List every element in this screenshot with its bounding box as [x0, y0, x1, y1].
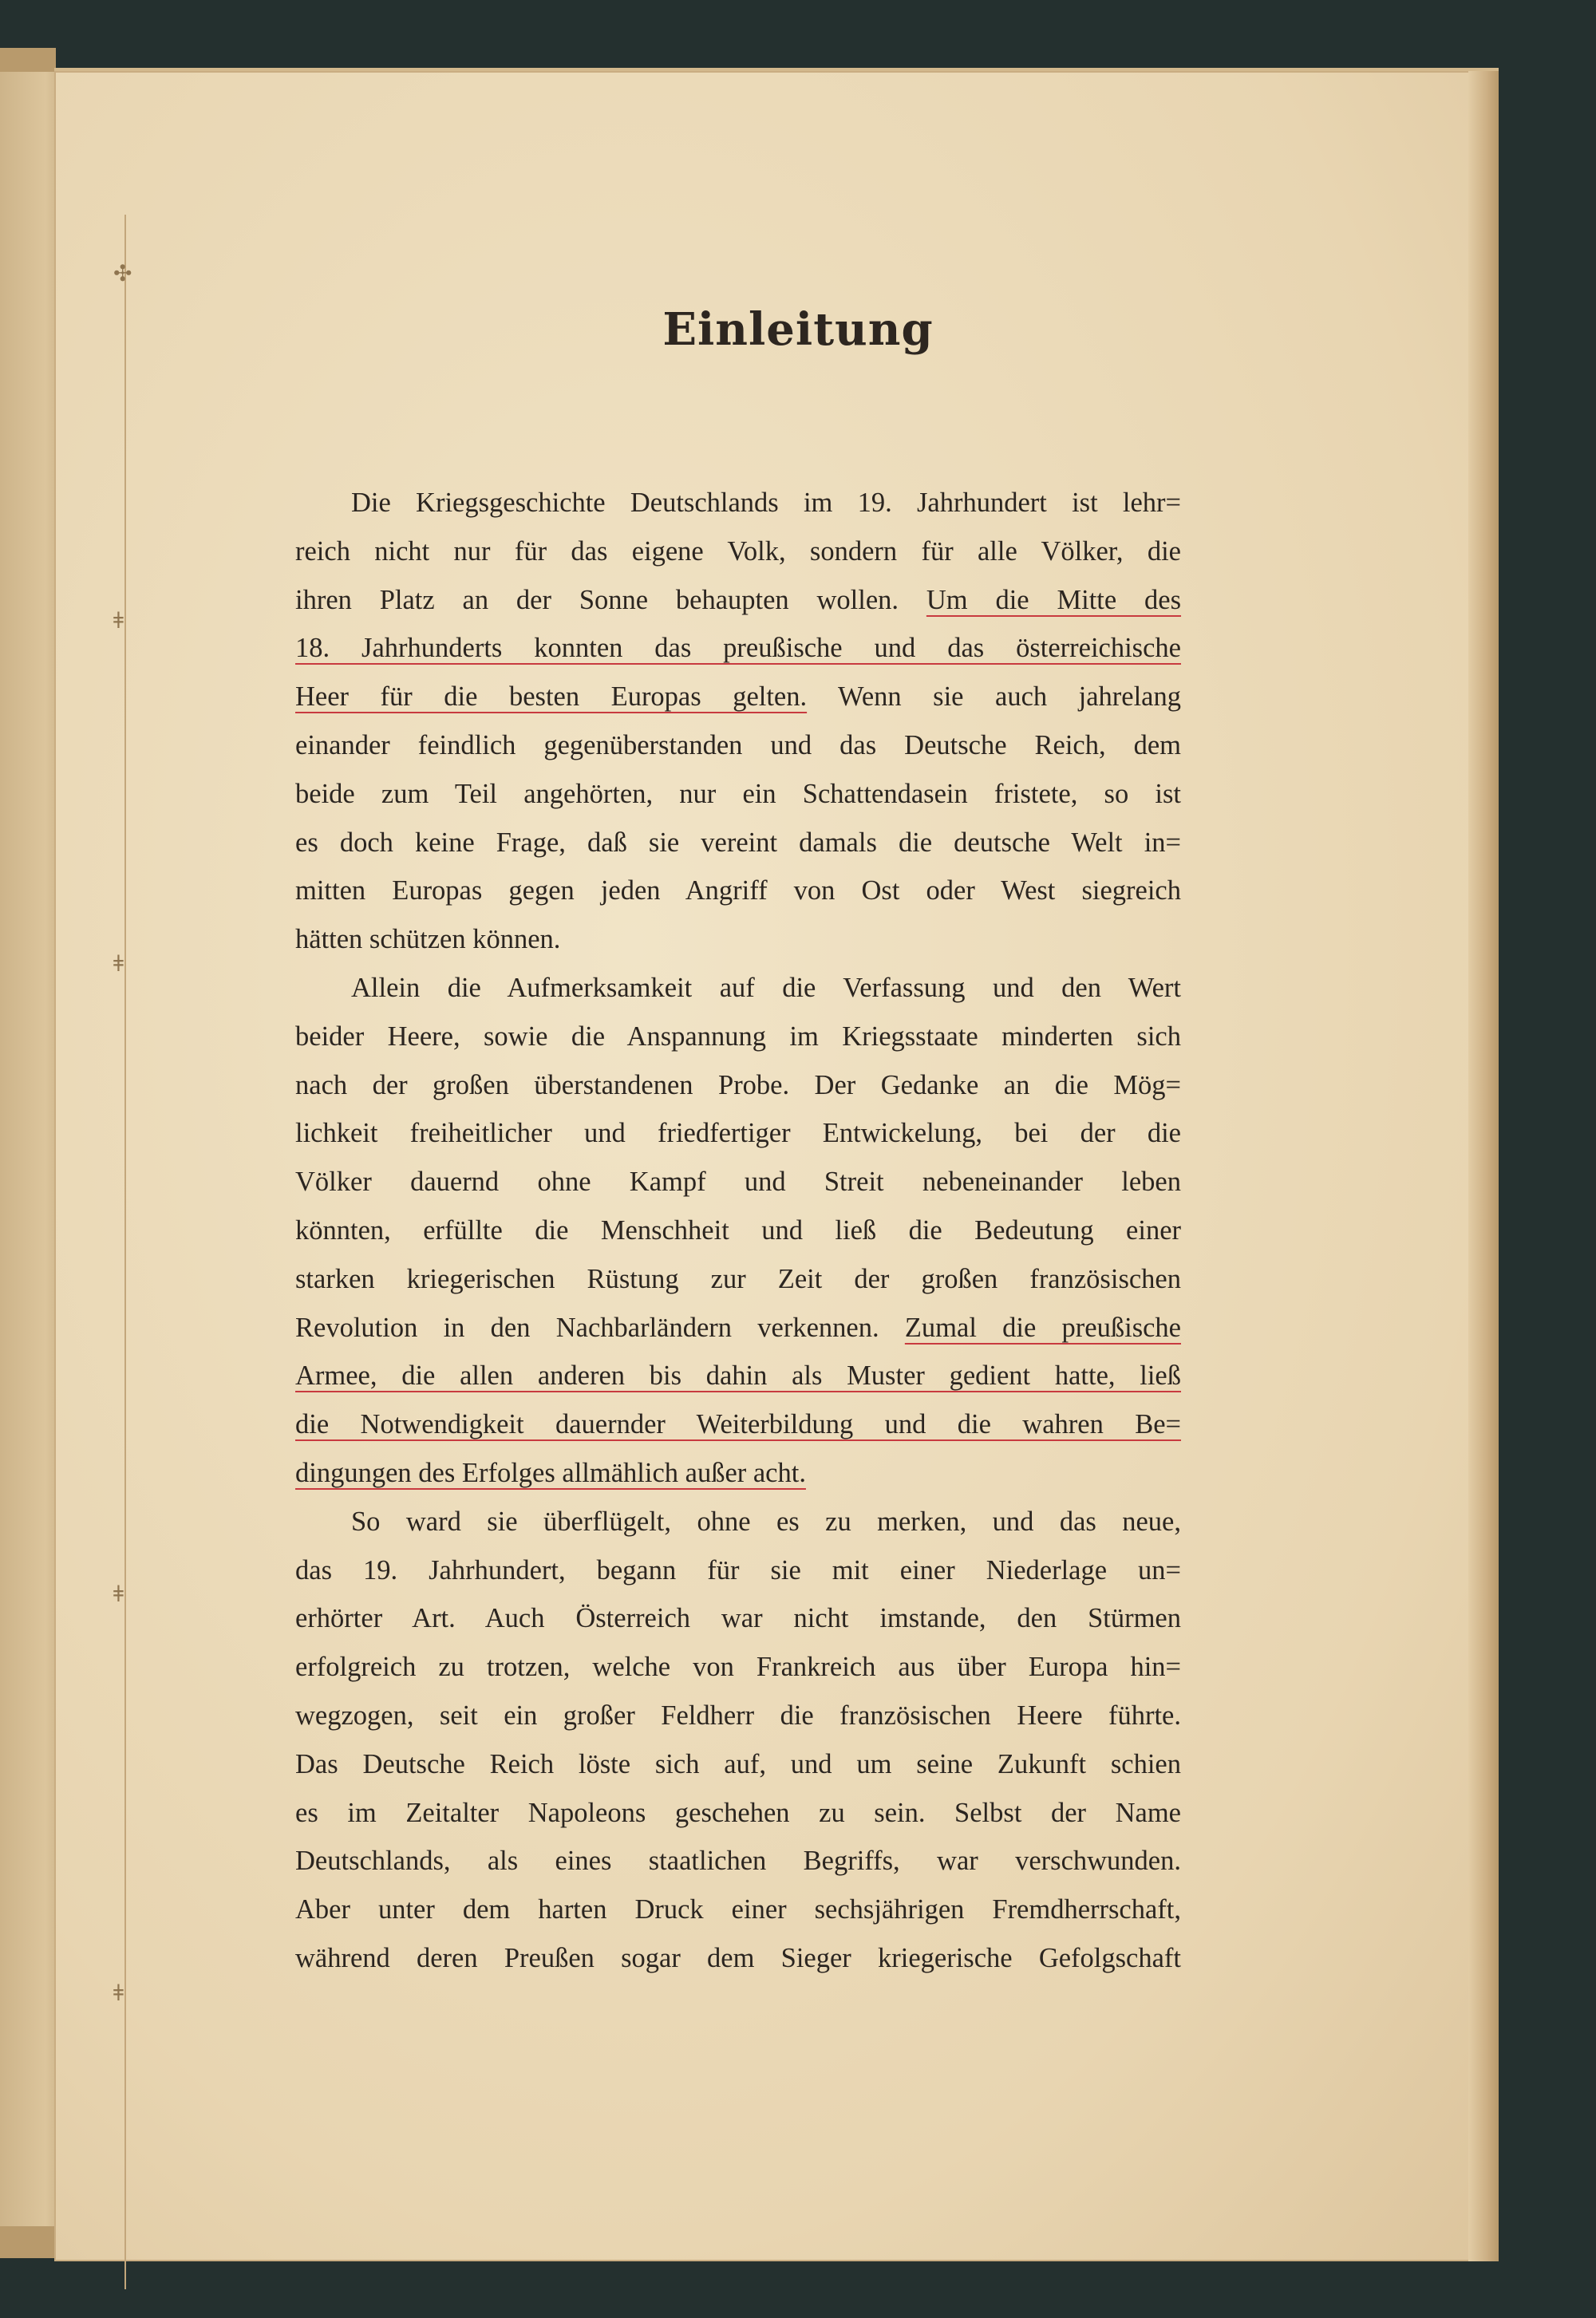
text-line [295, 1352, 1181, 1400]
text-line [295, 1255, 1181, 1304]
line-text: Deutschlands, als eines staatlichen Begriffs, war verschwunden. [295, 1846, 1181, 1877]
text-line [295, 1837, 1181, 1886]
line-text: hätten schützen können. [295, 924, 561, 955]
line-text: erfolgreich zu trotzen, welche von Frankreich aus über Europa hin= [295, 1652, 1181, 1683]
line-text: einander feindlich gegenüberstanden und das Deutsche Reich, dem [295, 729, 1181, 760]
line-text: Allein die Aufmerksamkeit auf die Verfassung und den Wert [351, 972, 1181, 1003]
line-text: während deren Preußen sogar dem Sieger kriegerische Gefolgschaft [295, 1942, 1181, 1973]
line-text: nach der großen überstandenen Probe. Der Gedanke an die Mög= [295, 1069, 1181, 1100]
underlined-text: Um die Mitte des [926, 584, 1182, 615]
line-text: mitten Europas gegen jeden Angriff von Ost oder West siegreich [295, 875, 1181, 906]
text-line [295, 527, 1181, 576]
line-text: ihren Platz an der Sonne behaupten wollen. [295, 584, 926, 615]
stitch-mark-icon: ǂ [113, 607, 124, 634]
line-text: es im Zeitalter Napoleons geschehen zu sein. Selbst der Name [295, 1797, 1181, 1828]
body-text [295, 479, 1181, 1983]
text-line [295, 1740, 1181, 1789]
line-text: beider Heere, sowie die Anspannung im Kriegsstaate minderten sich [295, 1021, 1181, 1052]
text-line [295, 721, 1181, 770]
stitch-mark-icon: ǂ [113, 1980, 124, 2006]
text-line [295, 1498, 1181, 1546]
line-text: Das Deutsche Reich löste sich auf, und um seine Zukunft schien [295, 1748, 1181, 1779]
line-text: Völker dauernd ohne Kampf und Streit nebeneinander leben [295, 1167, 1181, 1198]
underlined-text: Armee, die allen anderen bis dahin als Muster gedient hatte, ließ [295, 1360, 1181, 1392]
underlined-text: Zumal die preußische [904, 1312, 1181, 1343]
text-line [295, 1643, 1181, 1692]
text-line [295, 624, 1181, 673]
text-line [295, 1789, 1181, 1838]
page-right-edge [1468, 71, 1499, 2261]
line-text: starken kriegerischen Rüstung zur Zeit der großen französischen [295, 1263, 1181, 1294]
text-line [295, 1692, 1181, 1740]
text-line [295, 1109, 1181, 1158]
text-line [295, 819, 1181, 867]
line-text: könnten, erfüllte die Menschheit und ließ die Bedeutung einer [295, 1214, 1181, 1246]
text-line [295, 964, 1181, 1013]
underlined-text: die Notwendigkeit dauernder Weiterbildung und die wahren Be= [295, 1409, 1181, 1440]
text-line [295, 479, 1181, 527]
line-text: So ward sie überflügelt, ohne es zu merken, und das neue, [351, 1506, 1181, 1537]
line-text: erhörter Art. Auch Österreich war nicht imstande, den Stürmen [295, 1603, 1181, 1634]
line-text: Die Kriegsgeschichte Deutschlands im 19. Jahrhundert ist lehr= [351, 488, 1181, 518]
text-line [295, 1400, 1181, 1449]
page-title: Einleitung [662, 303, 934, 356]
text-line [295, 1546, 1181, 1595]
underlined-text: dingungen des Erfolges allmählich außer acht. [295, 1457, 806, 1488]
text-line [295, 576, 1181, 625]
underlined-text: Heer für die besten Europas gelten. [295, 681, 808, 713]
line-text: das 19. Jahrhundert, begann für sie mit einer Niederlage un= [295, 1554, 1181, 1585]
text-line [295, 1934, 1181, 1983]
text-line [295, 1158, 1181, 1206]
text-line [295, 1206, 1181, 1255]
line-text: lichkeit freiheitlicher und friedfertiger Entwickelung, bei der die [295, 1118, 1181, 1149]
text-line [295, 1013, 1181, 1061]
line-text: Aber unter dem harten Druck einer sechsjährigen Fremdherrschaft, [295, 1894, 1181, 1925]
text-line [295, 1886, 1181, 1934]
line-text: Revolution in den Nachbarländern verkennen. [295, 1312, 905, 1343]
text-line [295, 867, 1181, 915]
text-line [295, 1304, 1181, 1352]
text-line [295, 1449, 1181, 1498]
text-line [295, 673, 1181, 721]
text-line [295, 1061, 1181, 1110]
text-line [295, 1594, 1181, 1643]
underlined-text: 18. Jahrhunderts konnten das preußische und das österreichische [295, 633, 1181, 664]
line-text: Wenn sie auch jahrelang [807, 681, 1181, 713]
gutter-line [124, 215, 126, 2289]
text-line [295, 915, 1181, 964]
line-text: es doch keine Frage, daß sie vereint damals die deutsche Welt in= [295, 827, 1181, 858]
stitch-mark-icon: ǂ [113, 1581, 124, 1607]
line-text: beide zum Teil angehörten, nur ein Schattendasein fristete, so ist [295, 778, 1181, 809]
stitch-mark-icon: ✣ [113, 260, 132, 286]
text-line [295, 770, 1181, 819]
stitch-mark-icon: ǂ [113, 950, 124, 977]
line-text: reich nicht nur für das eigene Volk, sondern für alle Völker, die [295, 535, 1181, 567]
line-text: wegzogen, seit ein großer Feldherr die französischen Heere führte. [295, 1700, 1181, 1731]
